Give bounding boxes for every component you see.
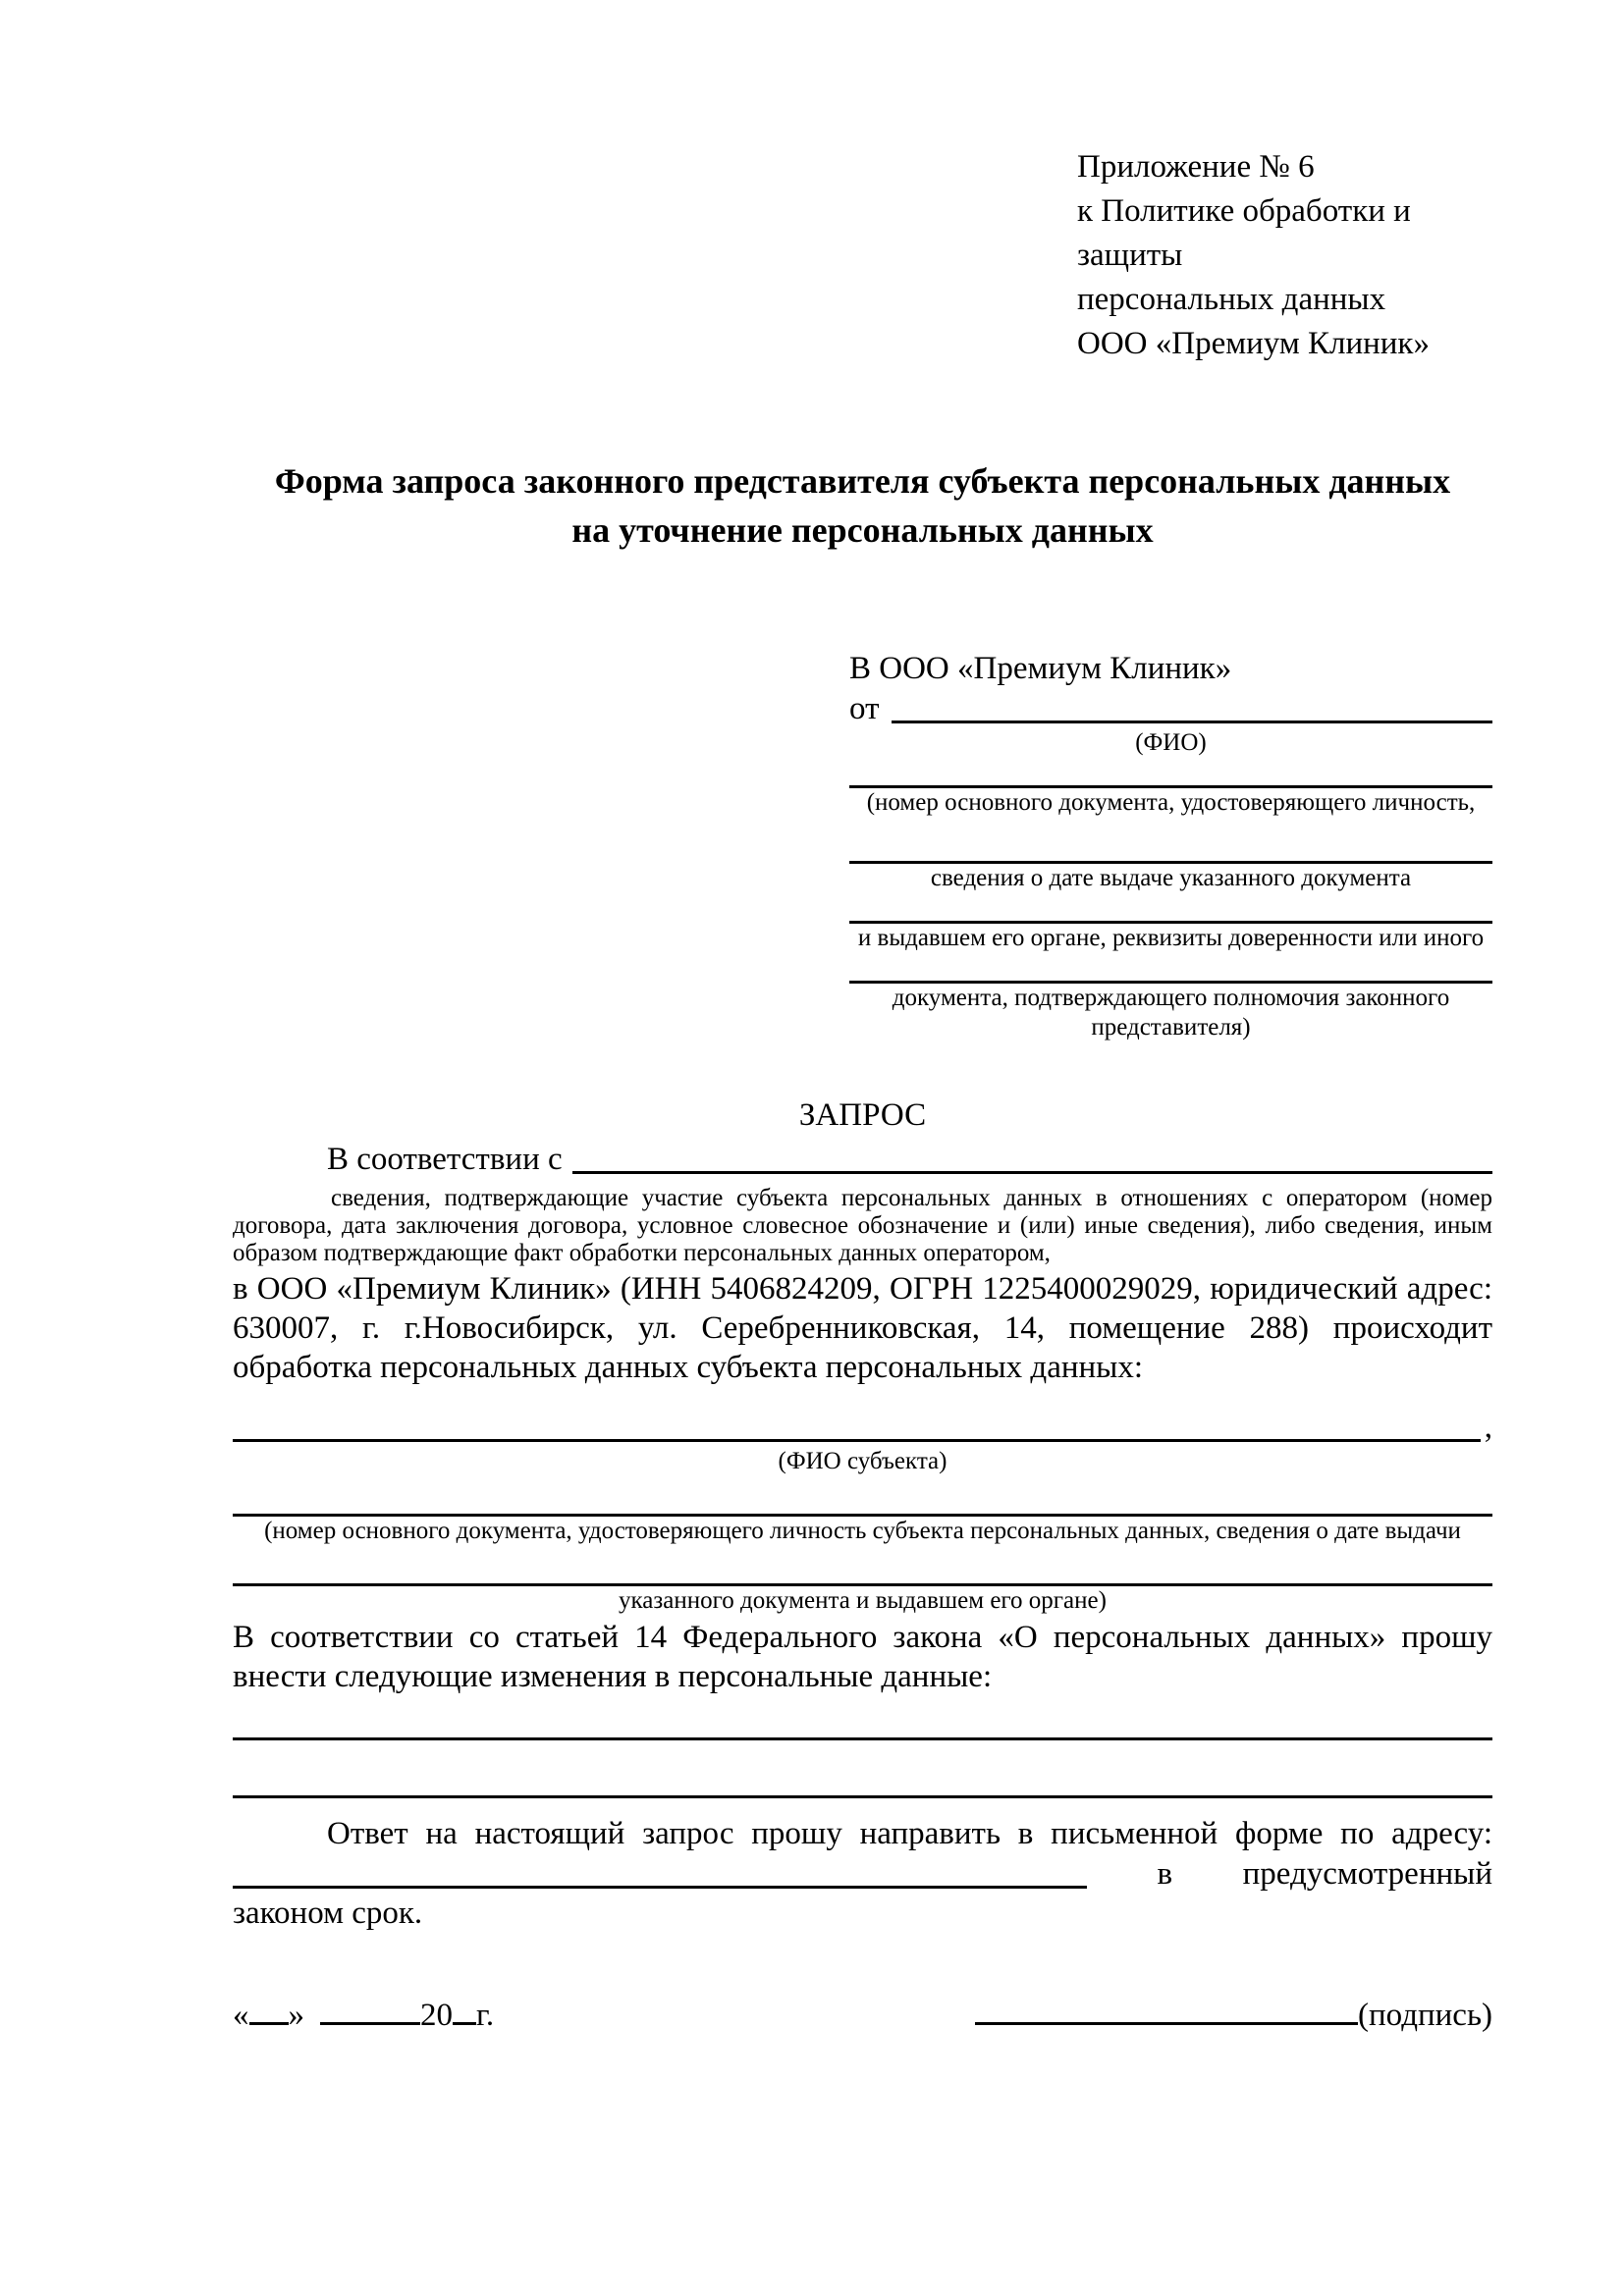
document-content [233, 0, 1492, 2035]
article-paragraph: В соответствии со статьей 14 Федерального закона «О персональных данных» прошу внести следующие изменения в персональные данные: [233, 1620, 1492, 1694]
year-suffix: г. [476, 1998, 495, 2033]
subject-doc-blank [233, 1556, 1492, 1616]
blank-caption: документа, подтверждающего полномочия законного представителя) [892, 985, 1450, 1041]
from-label: от [849, 691, 880, 726]
representative-doc-blank [849, 967, 1492, 1042]
fio-caption: (ФИО) [1135, 729, 1207, 756]
year-prefix: 20 [420, 1998, 453, 2033]
appendix-line: ООО «Премиум Клиник» [1077, 326, 1430, 361]
address-blank-line [233, 1853, 1087, 1889]
response-intro: Ответ на настоящий запрос прошу направить в письменной форме по адресу: [327, 1816, 1492, 1851]
quote-close: » [288, 1998, 304, 2033]
blank-caption: (номер основного документа, удостоверяющего личность, [866, 789, 1476, 816]
addressee-block [849, 649, 1492, 1042]
subject-doc-blank [233, 1486, 1492, 1546]
response-address-row [233, 1853, 1492, 1894]
form-title-line: Форма запроса законного представителя субъекта персональных данных [274, 461, 1451, 501]
addressee-organization: В ООО «Премиум Клиник» [849, 651, 1232, 686]
blank-caption: и выдавшем его органе, реквизиты доверенности или иного [857, 925, 1485, 951]
blank-caption: указанного документа и выдавшем его органе) [619, 1587, 1107, 1614]
subject-fio-row [233, 1407, 1492, 1447]
signature-caption: (подпись) [1358, 1998, 1492, 2033]
representative-doc-blank [849, 907, 1492, 953]
blank-line [233, 1556, 1492, 1586]
intro-label: В соответствии с [327, 1142, 563, 1177]
response-word: в [1157, 1856, 1173, 1892]
changes-blank-line [233, 1696, 1492, 1740]
quote-open: « [233, 1998, 249, 2033]
blank-line [849, 967, 1492, 984]
year-blank-line [453, 1990, 476, 2025]
signature-group [975, 1990, 1492, 2035]
response-word: предусмотренный [1242, 1856, 1492, 1892]
month-blank-line [320, 1990, 420, 2025]
from-blank-line [892, 688, 1493, 723]
form-title-line: на уточнение персональных данных [571, 510, 1154, 550]
blank-line [233, 1486, 1492, 1517]
appendix-line: Приложение № 6 [1077, 149, 1315, 185]
response-tail: законом срок. [233, 1896, 423, 1931]
blank-line [849, 772, 1492, 788]
day-blank-line [249, 1990, 289, 2025]
trailing-comma: , [1484, 1410, 1492, 1445]
changes-blank-line [233, 1740, 1492, 1798]
intro-blank-line [572, 1139, 1492, 1174]
blank-caption: сведения о дате выдаче указанного документа [930, 865, 1412, 891]
intro-caption: сведения, подтверждающие участие субъекта персональных данных в отношениях с оператором (номер договора, дата заключения договора, условное словесное обозначение и (или) иные сведения), либо сведения, иным образом подтверждающие факт обработки персональных данных оператором, [233, 1185, 1492, 1266]
representative-doc-blank [849, 772, 1492, 818]
footer-row [233, 1990, 1492, 2035]
request-heading: ЗАПРОС [798, 1097, 927, 1133]
subject-fio-caption: (ФИО субъекта) [778, 1448, 947, 1474]
operator-paragraph: в ООО «Премиум Клиник» (ИНН 5406824209, ОГРН 1225400029029, юридический адрес: 630007, г. г.Новосибирск, ул. Серебренниковская, 14, помещение 288) происходит обработка персональных данных субъекта персональных данных: [233, 1271, 1492, 1385]
subject-fio-blank-line [233, 1407, 1481, 1442]
form-title [233, 456, 1492, 555]
from-row [849, 688, 1492, 728]
date-group [233, 1990, 494, 2035]
intro-row [233, 1139, 1492, 1179]
blank-caption: (номер основного документа, удостоверяющего личность субъекта персональных данных, сведения о дате выдачи [264, 1518, 1461, 1544]
blank-line [849, 847, 1492, 864]
signature-blank-line [975, 1990, 1358, 2025]
representative-doc-blank [849, 847, 1492, 893]
appendix-line: персональных данных [1077, 282, 1386, 317]
blank-line [849, 907, 1492, 924]
appendix-block [1077, 145, 1492, 366]
appendix-line: к Политике обработки и защиты [1077, 193, 1411, 273]
